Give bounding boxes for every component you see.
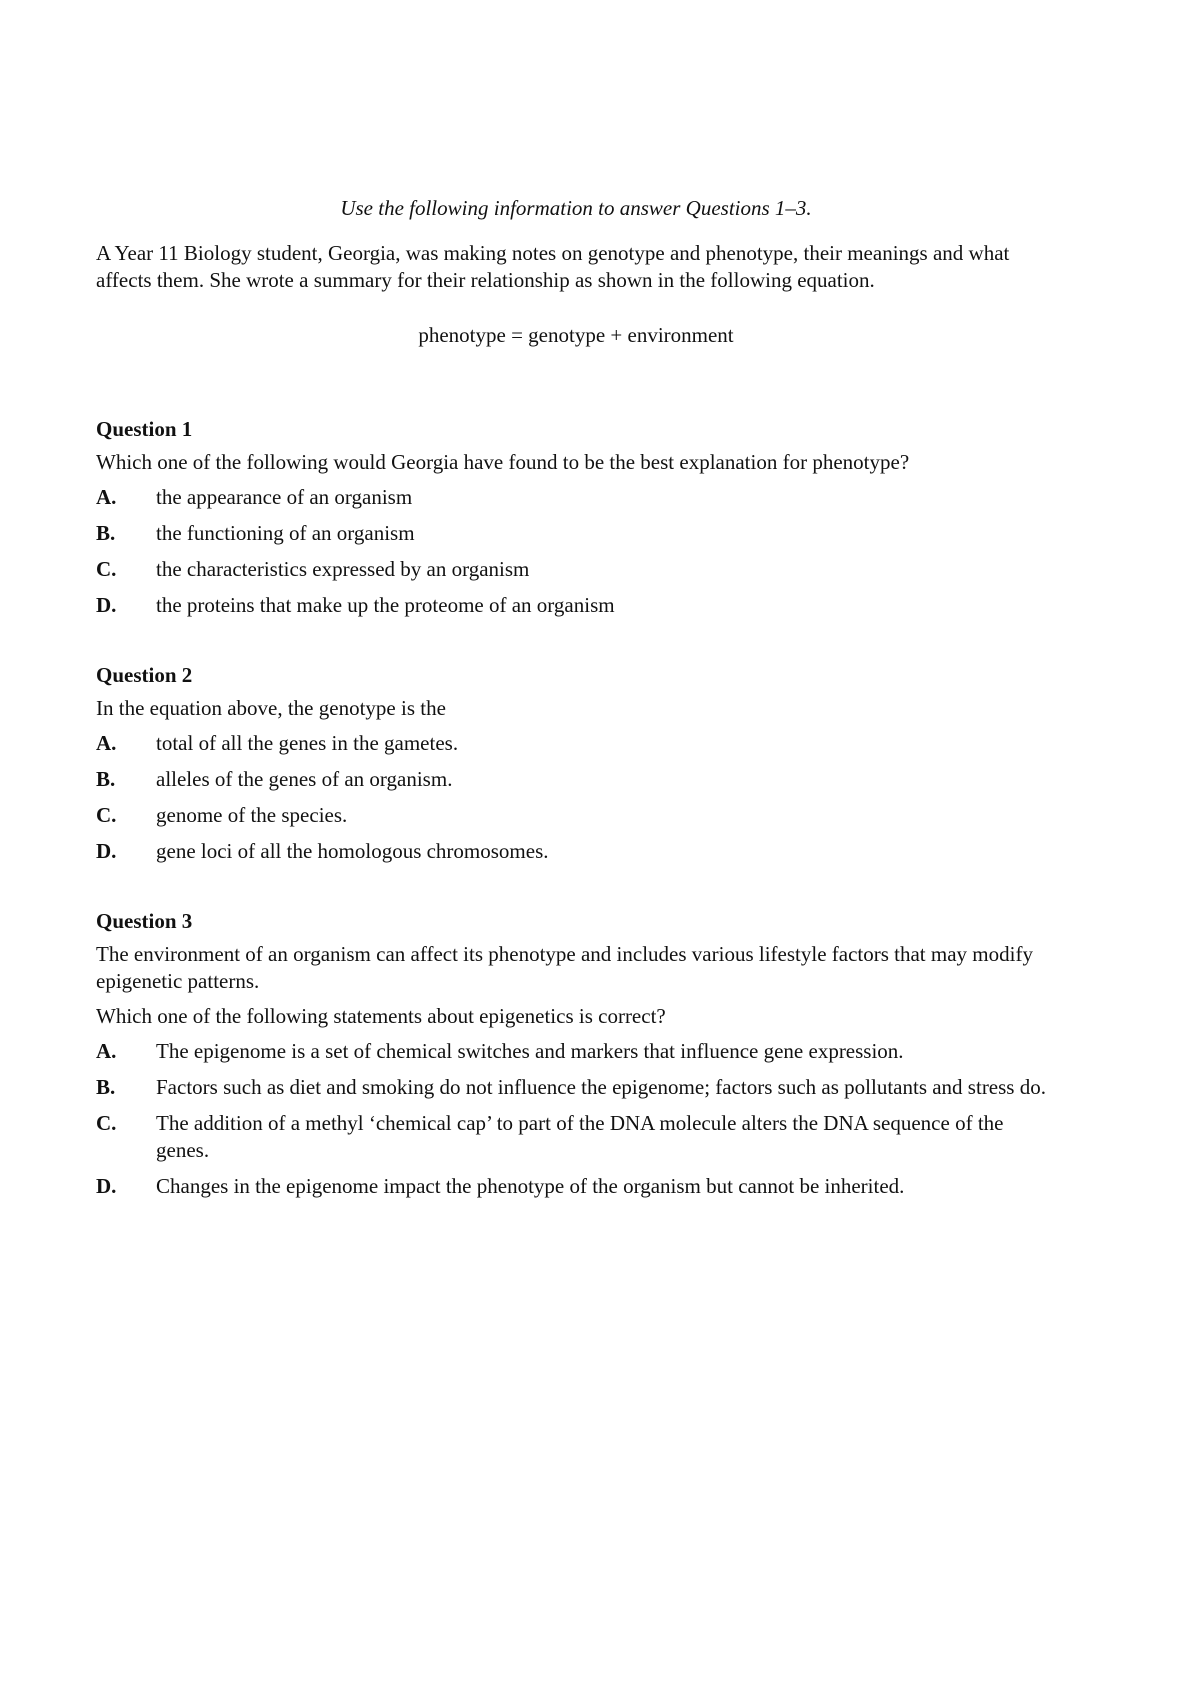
option-a xyxy=(96,1038,1056,1065)
equation: phenotype = genotype + environment xyxy=(418,323,734,347)
option-letter: A. xyxy=(96,1039,117,1063)
question-1 xyxy=(96,416,1056,628)
option-b xyxy=(96,766,1056,793)
question-2 xyxy=(96,662,1056,874)
option-letter: B. xyxy=(96,521,116,545)
option-a xyxy=(96,730,1056,757)
option-text: the appearance of an organism xyxy=(156,485,413,509)
question-heading: Question 1 xyxy=(96,417,193,441)
option-letter: D. xyxy=(96,593,117,617)
option-b xyxy=(96,1074,1056,1101)
option-text: genome of the species. xyxy=(156,803,348,827)
option-letter: C. xyxy=(96,803,117,827)
option-d xyxy=(96,592,1056,619)
option-text: alleles of the genes of an organism. xyxy=(156,767,453,791)
option-text: Factors such as diet and smoking do not influence the epigenome; factors such as pollutants and stress do. xyxy=(156,1075,1046,1099)
option-letter: A. xyxy=(96,731,117,755)
question-context: The environment of an organism can affect its phenotype and includes various lifestyle factors that may modify epigenetic patterns. xyxy=(96,942,1033,993)
stimulus-paragraph: A Year 11 Biology student, Georgia, was making notes on genotype and phenotype, their meanings and what affects them. She wrote a summary for their relationship as shown in the following equation. xyxy=(96,241,1010,292)
option-text: Changes in the epigenome impact the phenotype of the organism but cannot be inherited. xyxy=(156,1174,905,1198)
option-letter: D. xyxy=(96,839,117,863)
option-d xyxy=(96,838,1056,865)
option-c xyxy=(96,1110,1056,1164)
option-letter: D. xyxy=(96,1174,117,1198)
option-letter: C. xyxy=(96,1111,117,1135)
option-c xyxy=(96,802,1056,829)
option-text: the functioning of an organism xyxy=(156,521,415,545)
option-d xyxy=(96,1173,1056,1200)
intro-note: Use the following information to answer Questions 1–3. xyxy=(340,196,812,220)
option-b xyxy=(96,520,1056,547)
option-letter: B. xyxy=(96,1075,116,1099)
option-a xyxy=(96,484,1056,511)
question-heading: Question 2 xyxy=(96,663,193,687)
option-letter: A. xyxy=(96,485,117,509)
option-text: the characteristics expressed by an organism xyxy=(156,557,530,581)
question-3 xyxy=(96,908,1056,1209)
question-stem: Which one of the following would Georgia have found to be the best explanation for phenotype? xyxy=(96,450,910,474)
option-text: the proteins that make up the proteome of an organism xyxy=(156,593,615,617)
question-stem: Which one of the following statements about epigenetics is correct? xyxy=(96,1004,666,1028)
option-text: total of all the genes in the gametes. xyxy=(156,731,459,755)
option-letter: C. xyxy=(96,557,117,581)
option-text: gene loci of all the homologous chromosomes. xyxy=(156,839,549,863)
option-c xyxy=(96,556,1056,583)
question-stem: In the equation above, the genotype is the xyxy=(96,696,446,720)
option-text: The addition of a methyl ‘chemical cap’ to part of the DNA molecule alters the DNA sequence of the genes. xyxy=(156,1111,1004,1162)
option-text: The epigenome is a set of chemical switches and markers that influence gene expression. xyxy=(156,1039,904,1063)
option-letter: B. xyxy=(96,767,116,791)
question-heading: Question 3 xyxy=(96,909,193,933)
